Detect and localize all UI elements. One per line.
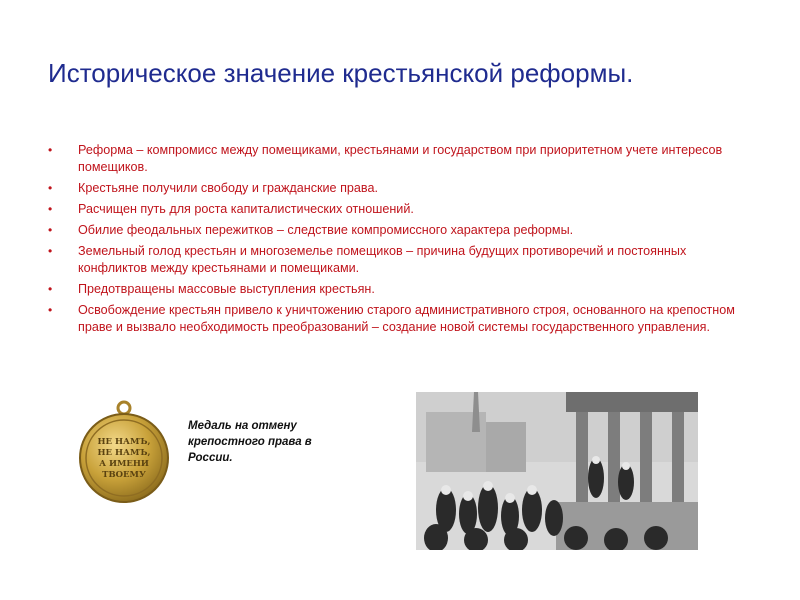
medal-image xyxy=(74,400,174,504)
bullet-item xyxy=(48,243,748,277)
bullet-marker: • xyxy=(48,143,53,157)
bullet-text: Освобождение крестьян привело к уничтожению старого административного строя, основанного на крепостном праве и вызвало необходимость преобразований – создание новой системы государственного управления. xyxy=(78,303,735,334)
bullet-marker: • xyxy=(48,244,53,258)
bullet-marker: • xyxy=(48,181,53,195)
bullet-item xyxy=(48,201,748,218)
bullet-item xyxy=(48,180,748,197)
bullet-text: Расчищен путь для роста капиталистических отношений. xyxy=(78,202,414,216)
bullet-list xyxy=(48,142,748,340)
bullet-text: Обилие феодальных пережитков – следствие компромиссного характера реформы. xyxy=(78,223,574,237)
bullet-item xyxy=(48,281,748,298)
bullet-item xyxy=(48,302,748,336)
bullet-marker: • xyxy=(48,223,53,237)
bullet-text: Крестьяне получили свободу и гражданские права. xyxy=(78,181,378,195)
bullet-marker: • xyxy=(48,282,53,296)
medal-caption-line: крепостного права в xyxy=(188,436,312,448)
medal-caption-line: Медаль на отмену xyxy=(188,420,297,432)
bullet-item xyxy=(48,222,748,239)
bullet-marker: • xyxy=(48,202,53,216)
medal-inscription-line: А ИМЕНИ xyxy=(99,459,149,469)
bullet-text: Предотвращены массовые выступления крестьян. xyxy=(78,282,375,296)
bullet-text: Земельный голод крестьян и многоземелье помещиков – причина будущих противоречий и постоянных конфликтов между крестьянами и помещиками. xyxy=(78,244,687,275)
bullet-item xyxy=(48,142,748,176)
medal-disc xyxy=(80,414,168,502)
historical-engraving-image xyxy=(416,392,698,550)
bullet-marker: • xyxy=(48,303,53,317)
medal-inscription-line: НЕ НАМЪ, xyxy=(97,448,151,458)
medal-loop xyxy=(118,402,130,414)
engraving-graphic xyxy=(416,392,698,550)
medal-inscription-line: ТВОЕМУ xyxy=(102,470,146,480)
medal-inscription-line: НЕ НАМЪ, xyxy=(97,437,151,447)
bullet-text: Реформа – компромисс между помещиками, крестьянами и государством при приоритетном учете интересов помещиков. xyxy=(78,143,723,174)
slide-title: Историческое значение крестьянской реформы. xyxy=(48,58,634,88)
medal-caption-line: России. xyxy=(188,452,233,464)
medal-graphic xyxy=(74,400,174,504)
medal-caption xyxy=(188,418,368,466)
